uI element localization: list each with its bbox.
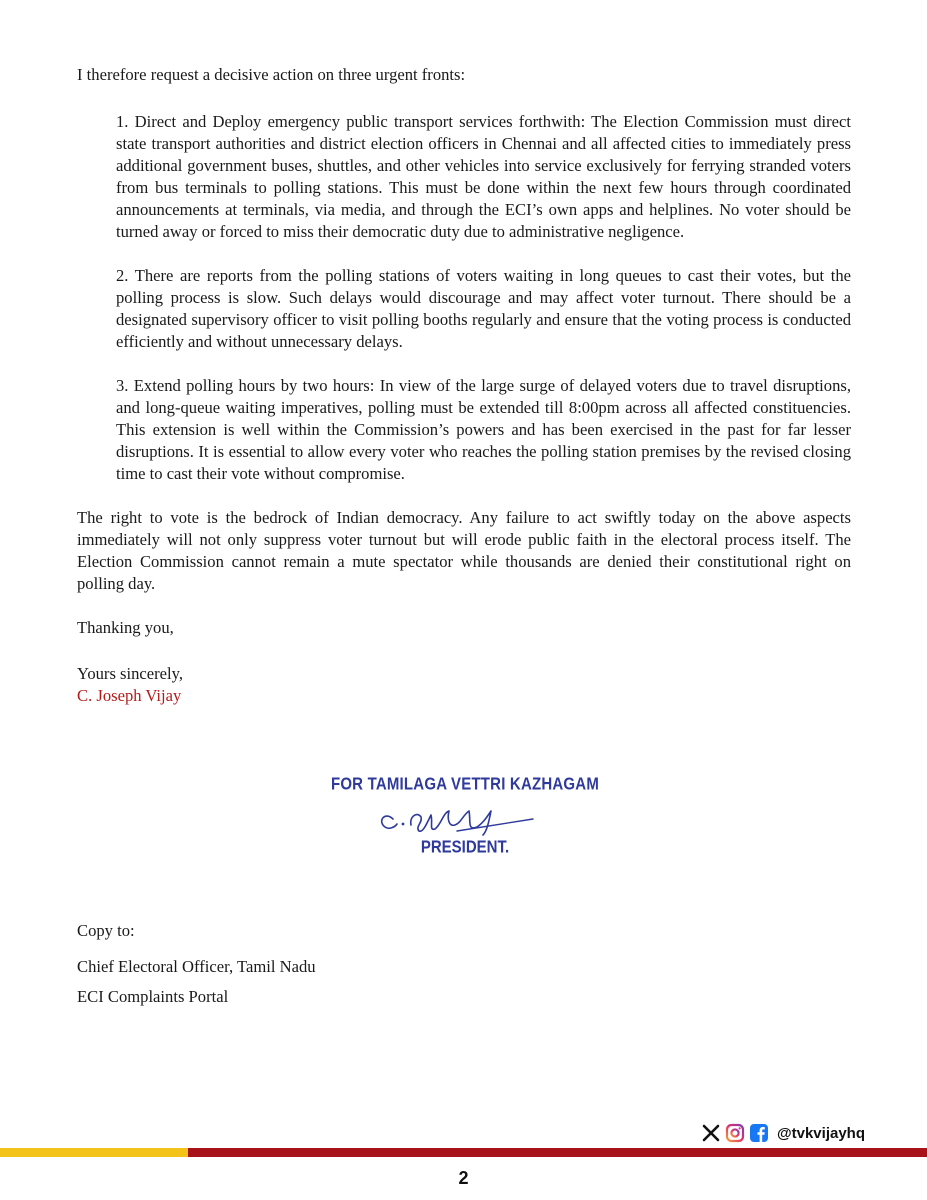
signer-name: C. Joseph Vijay — [77, 686, 182, 705]
social-handles — [701, 1122, 865, 1144]
thanks-line: Thanking you, — [77, 618, 174, 637]
footer-bar-red — [188, 1148, 927, 1157]
closing-paragraph: The right to vote is the bedrock of Indian democracy. Any failure to act swiftly today on the above aspects immediately will not only suppress voter turnout but will erode public faith in the electoral process itself. The Election Commission cannot remain a mute spectator while thousands are denied their constitutional right on polling day. — [77, 508, 851, 593]
official-seal — [330, 770, 600, 860]
letter-body — [77, 64, 851, 707]
intro-paragraph: I therefore request a decisive action on three urgent fronts: — [77, 65, 466, 84]
request-point-2: 2. There are reports from the polling stations of voters waiting in long queues to cast their votes, but the polling process is slow. Such delays would discourage and may affect voter turnout. There should be a designated supervisory officer to visit polling booths regularly and ensure that the voting process is conducted efficiently and without unnecessary delays. — [116, 266, 851, 351]
social-handle[interactable]: @tvkvijayhq — [777, 1124, 865, 1142]
request-point-3: 3. Extend polling hours by two hours: In view of the large surge of delayed voters due to travel disruptions, and long-queue waiting imperatives, polling must be extended till 8:00pm across all affected constituencies. This extension is well within the Commission’s powers and has been exercised in the past for far lesser disruptions. It is essential to allow every voter who reaches the polling station premises by the revised closing time to cast their vote without compromise. — [116, 376, 851, 483]
x-icon[interactable] — [701, 1123, 721, 1143]
copy-to-section — [77, 920, 316, 1016]
page-number: 2 — [458, 1168, 469, 1188]
copy-recipient: ECI Complaints Portal — [77, 987, 229, 1006]
copy-recipient: Chief Electoral Officer, Tamil Nadu — [77, 957, 316, 976]
request-point-1: 1. Direct and Deploy emergency public transport services forthwith: The Election Commission must direct state transport authorities and district election officers in Chennai and all affected cities to immediately press additional government buses, shuttles, and other vehicles into service exclusively for ferrying stranded voters from bus terminals to polling stations. This must be done within the next few hours through coordinated announcements at terminals, via media, and through the ECI’s own apps and helplines. No voter should be turned away or forced to miss their democratic duty due to administrative negligence. — [116, 112, 851, 241]
facebook-icon[interactable] — [749, 1123, 769, 1143]
sign-off: Yours sincerely, — [77, 664, 184, 683]
instagram-icon[interactable] — [725, 1123, 745, 1143]
footer-bar-yellow — [0, 1148, 188, 1157]
seal-designation: PRESIDENT. — [420, 837, 510, 858]
seal-organisation: FOR TAMILAGA VETTRI KAZHAGAM — [330, 774, 600, 795]
handwritten-signature — [365, 797, 565, 839]
copy-heading: Copy to: — [77, 921, 135, 940]
